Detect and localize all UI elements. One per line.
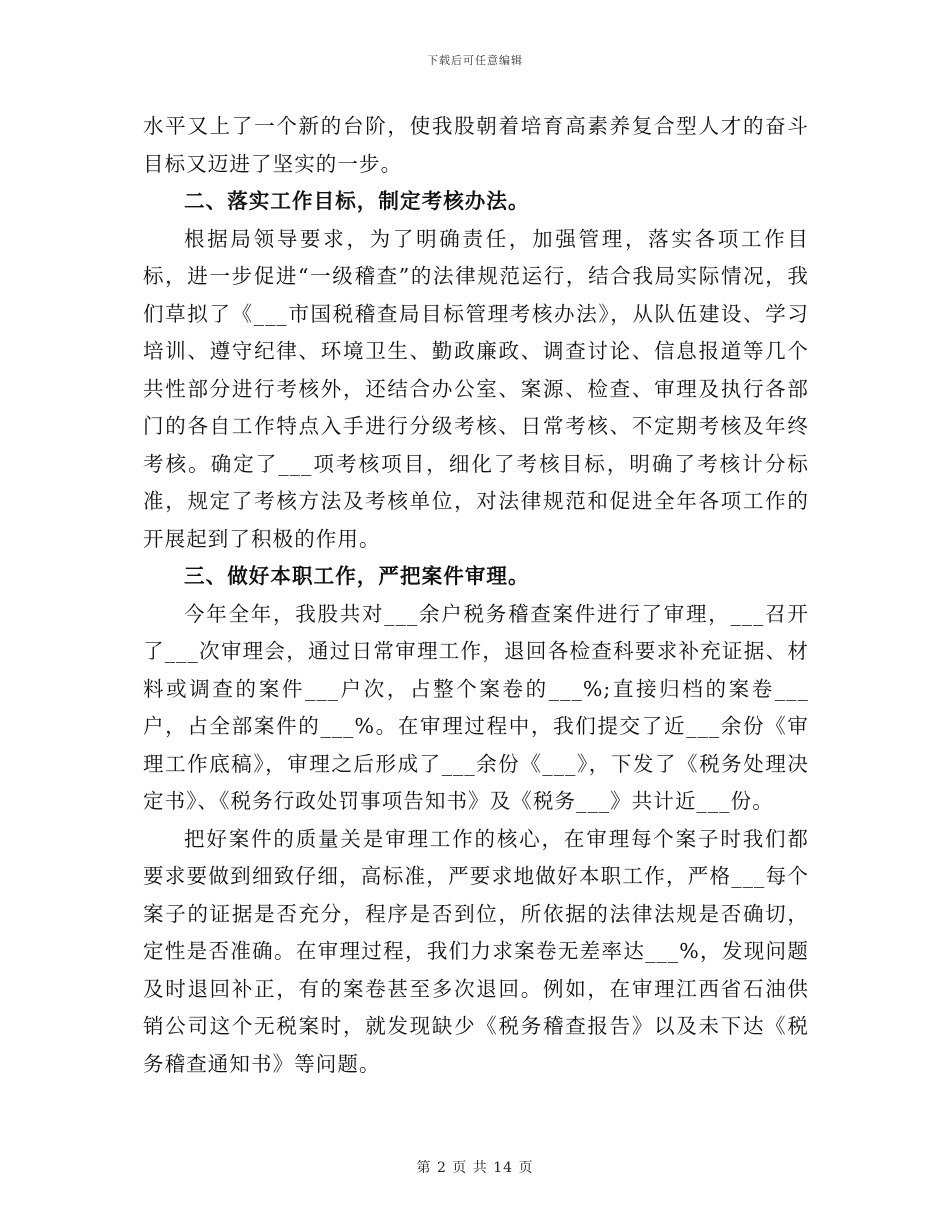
paragraph-case-quality: 把好案件的质量关是审理工作的核心，在审理每个案子时我们都要求要做到细致仔细，高标准，严要求地做好本职工作，严格___每个案子的证据是否充分，程序是否到位，所依据的法律法规是否确切，定性是否准确。在审理过程，我们力求案卷无差率达___%，发现问题及时退回补正，有的案卷甚至多次退回。例如，在审理江西省石油供销公司这个无税案时，就发现缺少《税务稽查报告》以及未下达《税务稽查通知书》等问题。 bbox=[143, 826, 809, 1076]
page-number: 第 2 页 共 14 页 bbox=[416, 1160, 534, 1176]
section-heading-3: 三、做好本职工作，严把案件审理。 bbox=[184, 564, 530, 588]
paragraph-continuation: 水平又上了一个新的台阶，使我股朝着培育高素养复合型人才的奋斗目标又迈进了坚实的一步。 bbox=[143, 114, 809, 176]
document-body bbox=[143, 108, 809, 1083]
paragraph-case-review-stats: 今年全年，我股共对___余户税务稽查案件进行了审理，___召开了___次审理会，通过日常审理工作，退回各检查科要求补充证据、材料或调查的案件___户次，占整个案卷的___%;直接归档的案卷___户，占全部案件的___%。在审理过程中，我们提交了近___余份《审理工作底稿》，审理之后形成了___余份《___》，下发了《税务处理决定书》、《税务行政处罚事项告知书》及《税务___》共计近___份。 bbox=[143, 601, 809, 813]
paragraph-assessment-method: 根据局领导要求，为了明确责任，加强管理，落实各项工作目标，进一步促进“一级稽查”的法律规范运行，结合我局实际情况，我们草拟了《___市国税稽查局目标管理考核办法》，从队伍建设、学习培训、遵守纪律、环境卫生、勤政廉政、调查讨论、信息报道等几个共性部分进行考核外，还结合办公室、案源、检查、审理及执行各部门的各自工作特点入手进行分级考核、日常考核、不定期考核及年终考核。确定了___项考核项目，细化了考核目标，明确了考核计分标准，规定了考核方法及考核单位，对法律规范和促进全年各项工作的开展起到了积极的作用。 bbox=[143, 226, 809, 551]
section-heading-2: 二、落实工作目标，制定考核办法。 bbox=[184, 189, 530, 213]
header-note: 下载后可任意编辑 bbox=[427, 54, 523, 67]
